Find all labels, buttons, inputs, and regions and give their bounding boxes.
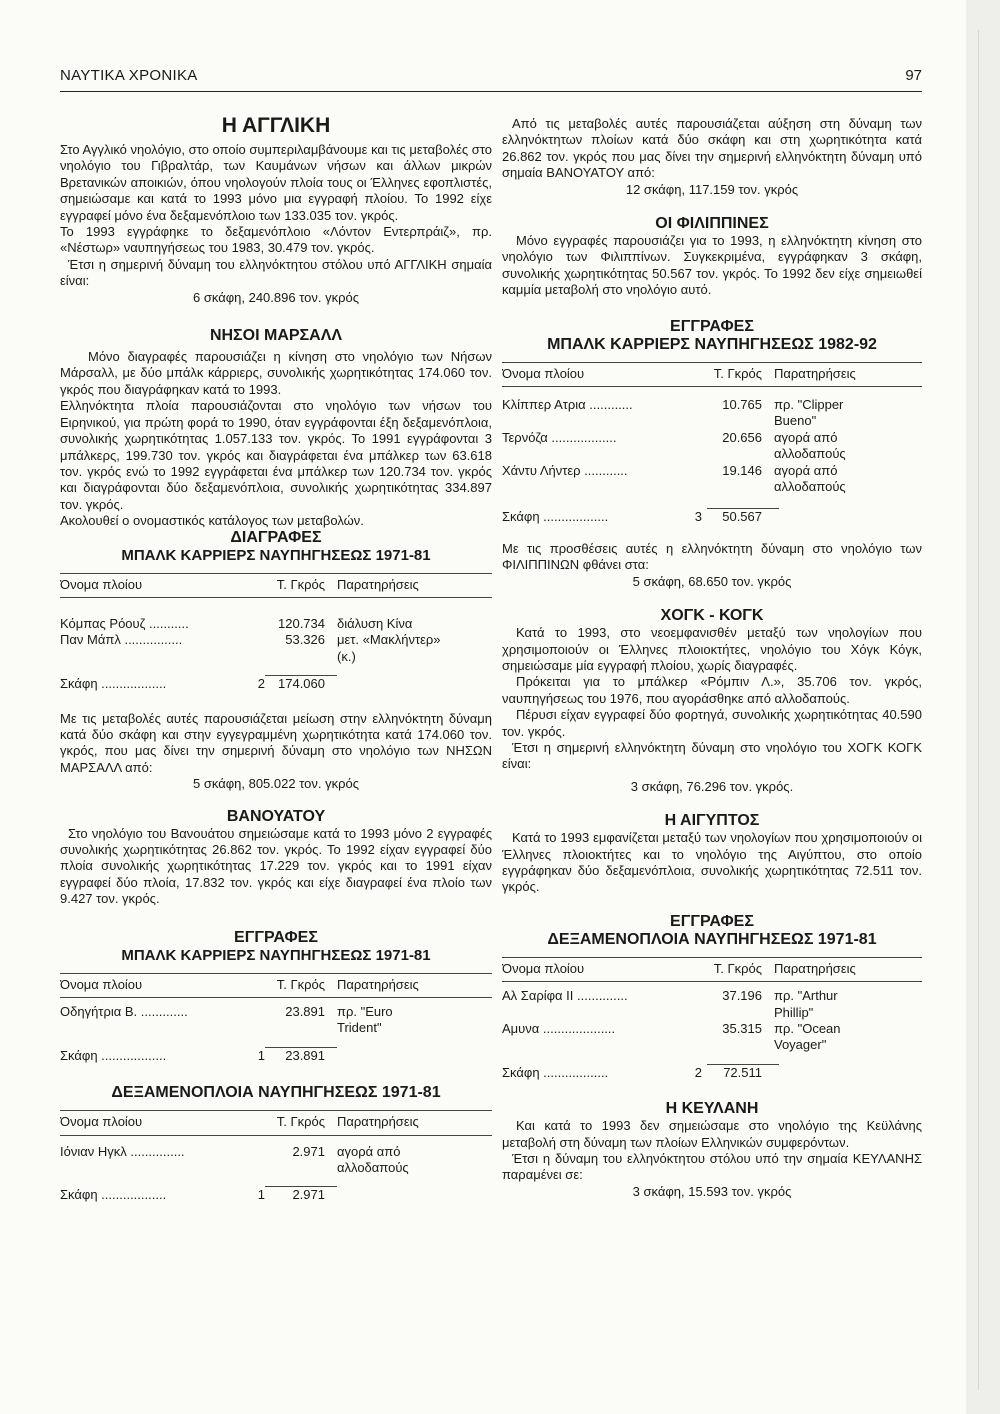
leader-dots: ........... [145, 615, 189, 631]
column-header-notes: Παρατηρήσεις [337, 976, 419, 992]
paragraph: Κατά το 1993 εμφανίζεται μεταξύ των νηολογίων που χρησιμοποιούν οι Έλληνες πλοιοκτήτες και το νηολόγιο της Αιγύπτου, στο οποίο εγγράφηκαν δύο δεξαμενόπλοια, συνολικής χωρητικότητας 72.511 τον. γκρός. [502, 830, 922, 895]
right-column [502, 100, 922, 1200]
paragraph: Μόνο διαγραφές παρουσιάζει η κίνηση στο νηολόγιο των Νήσων Μάρσαλλ, με δύο μπάλκ κάρριερς, συνολικής χωρητικότητας 174.060 τον. γκρός που διαγράφηκαν κατά το 1993. [60, 349, 492, 397]
table-row [502, 397, 922, 430]
column-header-tons: Τ. Γκρός [276, 976, 325, 992]
section-title-philippines: ΟΙ ΦΙΛΙΠΠΙΝΕΣ [655, 215, 769, 233]
total-count: 1 [257, 1187, 265, 1203]
fleet-summary: 5 σκάφη, 68.650 τον. γκρός [632, 573, 792, 589]
column-header-notes: Παρατηρήσεις [337, 576, 419, 592]
column-header-name: Όνομα πλοίου [502, 365, 585, 381]
paragraph: Κατά το 1993, στο νεοεμφανισθέν μεταξύ των νηολογίων που χρησιμοποιούν οι Έλληνες πλοιοκτήτες, νηολόγιο του Χόγκ Κόγκ, σημειώσαμε μία εγγραφή πλοίου, χωρίς διαγραφές. [502, 625, 922, 673]
egypt-table [502, 957, 922, 1081]
paragraph: Έτσι η δύναμη του ελληνόκτητου στόλου υπό την σημαία ΚΕΥΛΑΝΗΣ παραμένει σε: [502, 1151, 922, 1183]
leader-dots: .................... [539, 1021, 616, 1037]
paragraph: Ακολουθεί ο ονομαστικός κατάλογος των μεταβολών. [60, 513, 364, 529]
page-number: 97 [905, 67, 922, 84]
column-header-tons: Τ. Γκρός [713, 365, 762, 381]
fleet-summary: 3 σκάφη, 15.593 τον. γκρός [632, 1183, 792, 1199]
ship-tons: 20.656 [722, 429, 762, 445]
table-row [60, 1004, 492, 1037]
table-title: ΕΓΓΡΑΦΕΣ [670, 317, 754, 335]
table-row [502, 430, 922, 463]
left-column [60, 100, 492, 1204]
leader-dots: .............. [573, 988, 628, 1004]
ship-notes: Trident" [337, 1020, 382, 1036]
ship-name: Παν Μάπλ [60, 632, 121, 648]
column-header-name: Όνομα πλοίου [60, 576, 143, 592]
column-header-notes: Παρατηρήσεις [774, 365, 856, 381]
column-header-name: Όνομα πλοίου [60, 976, 143, 992]
table-row [60, 616, 492, 632]
table-row [60, 1144, 492, 1177]
ship-name: Αμυνα [502, 1021, 540, 1037]
column-header-notes: Παρατηρήσεις [337, 1114, 419, 1130]
ship-notes: αλλοδαπούς [774, 446, 846, 462]
ship-name: Κλίππερ Ατρια [502, 397, 586, 413]
total-label: Σκάφη [502, 508, 540, 524]
table-row [502, 463, 922, 496]
ship-notes: διάλυση Κίνα [337, 615, 413, 631]
ship-name: Τερνόζα [502, 429, 548, 445]
leader-dots: ................ [120, 632, 183, 648]
leader-dots: ............ [580, 462, 628, 478]
ship-name: Αλ Σαρίφα ΙΙ [502, 988, 574, 1004]
publication-title: ΝΑΥΤΙΚΑ ΧΡΟΝΙΚΑ [60, 67, 198, 84]
table-title: ΕΓΓΡΑΦΕΣ [234, 928, 318, 946]
paragraph: Από τις μεταβολές αυτές παρουσιάζεται αύξηση στη δύναμη των ελληνόκτητων πλοίων κατά δύο σκάφη και στη χωρητικότητα κατά 26.862 τον. γκρός που μας δίνει την σημερινή ελληνόκτητη δύναμη υπό σημαία ΒΑΝΟΥΑΤΟΥ από: [502, 116, 922, 181]
table-header [60, 1111, 492, 1134]
section-title-ceylon: Η ΚΕΥΛΑΝΗ [665, 1100, 759, 1118]
ship-tons: 19.146 [722, 462, 762, 478]
ship-notes: Phillip" [774, 1004, 814, 1020]
paragraph: Στο Αγγλικό νηολόγιο, στο οποίο συμπεριλαμβάνουμε και τις μεταβολές στο νηολόγιο του Γιβραλτάρ, των Καυμάνων νήσων και άλλων μικρών Βρετανικών αποικιών, όπου νηολογούν πλοία τους οι Έλληνες εφοπλιστές, σημειώσαμε και κατά το 1993 μόνο μια εγγραφή πλοίου. Το 1992 είχε εγγραφεί μόνο ένα δεξαμενόπλοιο των 133.035 τον. γκρός. [60, 142, 492, 223]
table-subtitle: ΜΠΑΛΚ ΚΑΡΡΙΕΡΣ ΝΑΥΠΗΓΗΣΕΩΣ 1982-92 [547, 335, 877, 353]
ship-notes: αγορά από [337, 1143, 401, 1159]
paragraph: Με τις μεταβολές αυτές παρουσιάζεται μείωση στην ελληνόκτητη δύναμη κατά δύο σκάφη και στην εγγεγραμμένη χωρητικότητα κατά 174.060 τον. γκρός, που μας δίνει την σημερινή δύναμη στο νηολόγιο των ΝΗΣΩΝ ΜΑΡΣΑΛΛ από: [60, 710, 492, 775]
ship-notes: πρ. "Ocean [774, 1021, 841, 1037]
table-total [60, 1048, 492, 1064]
section-title-hongkong: ΧΟΓΚ - ΚΟΓΚ [660, 607, 764, 625]
leader-dots: .................. [547, 429, 617, 445]
table-title: ΔΙΑΓΡΑΦΕΣ [230, 528, 322, 546]
header-rule [60, 91, 922, 92]
table-title: ΔΕΞΑΜΕΝΟΠΛΟΙΑ ΝΑΥΠΗΓΗΣΕΩΣ 1971-81 [111, 1084, 441, 1102]
leader-dots: .................. [539, 1064, 609, 1080]
table-header [60, 974, 492, 997]
table-header [502, 363, 922, 386]
total-tons: 72.511 [723, 1064, 762, 1080]
ship-notes: μετ. «Μακλήντερ» [337, 632, 441, 648]
ship-notes: (κ.) [337, 648, 356, 664]
tankers-table [60, 1110, 492, 1204]
table-rule [60, 1135, 492, 1136]
removals-table [60, 573, 492, 693]
paragraph: Το 1993 εγγράφηκε το δεξαμενόπλοιο «Λόντον Εντερπράιζ», πρ. «Νέστωρ» ναυπηγήσεως του 1983, 30.479 τον. γκρός. [60, 224, 492, 256]
total-label: Σκάφη [60, 676, 98, 692]
column-header-tons: Τ. Γκρός [713, 960, 762, 976]
leader-dots: .................. [539, 508, 609, 524]
ship-name: Οδηγήτρια Β. [60, 1004, 138, 1020]
table-subtitle: ΜΠΑΛΚ ΚΑΡΡΙΕΡΣ ΝΑΥΠΗΓΗΣΕΩΣ 1971-81 [121, 546, 431, 564]
ship-tons: 2.971 [292, 1143, 325, 1159]
column-header-name: Όνομα πλοίου [502, 960, 585, 976]
ship-name: Χάντυ Λήντερ [502, 462, 581, 478]
philippines-table [502, 362, 922, 525]
total-count: 2 [694, 1064, 702, 1080]
paragraph: Μόνο εγγραφές παρουσιάζει για το 1993, η ελληνόκτητη κίνηση στο νηολόγιο των Φιλιππίνων. Συγκεκριμένα, εγγράφηκαν 3 σκάφη, συνολικής χωρητικότητας 50.567 τον. γκρός. Το 1992 δεν είχε σημειωθεί καμμία μεταβολή στο νηολόγιο αυτό. [502, 233, 922, 298]
paragraph: Πέρυσι είχαν εγγραφεί δύο φορτηγά, συνολικής χωρητικότητας 40.590 τον. γκρός. [502, 707, 922, 739]
fleet-summary: 3 σκάφη, 76.296 τον. γκρός. [630, 778, 794, 794]
table-header [502, 958, 922, 981]
section-title-vanuatu: ΒΑΝΟΥΑΤΟΥ [226, 807, 326, 825]
table-total [60, 676, 492, 692]
section-title-anglia: Η ΑΓΓΛΙΚΗ [221, 114, 331, 137]
total-label: Σκάφη [60, 1187, 98, 1203]
total-tons: 174.060 [278, 676, 325, 692]
paragraph: Πρόκειται για το μπάλκερ «Ρόμπιν Λ.», 35.706 τον. γκρός, ναυπηγήσεως του 1976, που αγοράσθηκε από αλλοδαπούς. [502, 674, 922, 706]
paragraph: Με τις προσθέσεις αυτές η ελληνόκτητη δύναμη στο νηολόγιο των ΦΙΛΙΠΠΙΝΩΝ φθάνει στα: [502, 540, 922, 573]
ship-notes: Bueno" [774, 413, 817, 429]
ship-tons: 35.315 [722, 1021, 762, 1037]
leader-dots: ............ [585, 397, 633, 413]
total-label: Σκάφη [502, 1064, 540, 1080]
fleet-summary: 12 σκάφη, 117.159 τον. γκρός [625, 181, 799, 197]
table-rule [60, 997, 492, 998]
total-count: 1 [257, 1047, 265, 1063]
table-total [502, 1065, 922, 1081]
paragraph: Έτσι η σημερινή δύναμη του ελληνόκτητου στόλου υπό ΑΓΓΛΙΚΗ σημαία είναι: [60, 256, 492, 289]
ship-tons: 120.734 [278, 615, 325, 631]
table-rule [60, 597, 492, 598]
ship-tons: 10.765 [722, 397, 762, 413]
total-tons: 2.971 [292, 1187, 325, 1203]
ship-notes: αγορά από [774, 462, 838, 478]
leader-dots: .................. [97, 676, 167, 692]
total-label: Σκάφη [60, 1047, 98, 1063]
paragraph: Ελληνόκτητα πλοία παρουσιάζονται στο νηολόγιο των νήσων του Ειρηνικού, για πρώτη φορά το 1990, όταν εγγράφονται έξη δεξαμενόπλοια, συνολικής χωρητικότητας 1.057.133 τον. γκρός. Το 1991 εγγράφονται 3 μπάλκερς, 199.730 τον. γκρός και διαγράφεται ένα μπάλκερ των 63.618 τον. γκρός ενώ το 1992 εγγράφεται ένα μπάλκερ των 120.734 τον. γκρός και διαγράφονται δύο δεξαμενόπλοια, συνολικής χωρητικότητας 334.897 τον. γκρός. [60, 398, 492, 512]
column-header-tons: Τ. Γκρός [276, 576, 325, 592]
scan-edge-line [978, 30, 979, 1390]
table-row [60, 632, 492, 665]
table-rule [502, 981, 922, 982]
leader-dots: ............... [126, 1143, 185, 1159]
total-count: 2 [257, 676, 265, 692]
table-subtitle: ΔΕΞΑΜΕΝΟΠΛΟΙΑ ΝΑΥΠΗΓΗΣΕΩΣ 1971-81 [547, 930, 877, 948]
paragraph: Στο νηολόγιο του Βανουάτου σημειώσαμε κατά το 1993 μόνο 2 εγγραφές συνολικής χωρητικότητας 26.862 τον. γκρός. Το 1992 είχαν εγγραφεί δύο πλοία συνολικής χωρητικότητας 17.229 τον. γκρός και το 1991 είχαν εγγραφεί δύο πλοία, 17.832 τον. γκρός και είχε διαγραφεί ένα πλοίο των 9.427 τον. γκρός. [60, 825, 492, 907]
ship-notes: πρ. "Euro [337, 1004, 393, 1020]
total-tons: 50.567 [722, 508, 762, 524]
page-header [60, 68, 922, 88]
section-title-egypt: Η ΑΙΓΥΠΤΟΣ [664, 812, 760, 830]
ship-notes: αγορά από [774, 429, 838, 445]
paragraph: Και κατά το 1993 δεν σημειώσαμε στο νηολόγιο της Κεϋλάνης μεταβολή στη δύναμη των πλοίων Ελληνικών συμφερόντων. [502, 1118, 922, 1150]
ship-tons: 53.326 [285, 632, 325, 648]
ship-notes: αλλοδαπούς [337, 1160, 409, 1176]
ship-notes: πρ. "Clipper [774, 397, 844, 413]
table-total [60, 1187, 492, 1203]
total-count: 3 [694, 508, 702, 524]
ship-name: Κόμπας Ρόουζ [60, 615, 146, 631]
table-rule [502, 386, 922, 387]
scan-edge [966, 0, 1000, 1414]
ship-notes: Voyager" [774, 1037, 827, 1053]
ship-tons: 23.891 [285, 1004, 325, 1020]
table-row [502, 1021, 922, 1054]
ship-name: Ιόνιαν Ηγκλ [60, 1143, 127, 1159]
paragraph: Έτσι η σημερινή ελληνόκτητη δύναμη στο νηολόγιο του ΧΟΓΚ ΚΟΓΚ είναι: [502, 739, 922, 772]
column-header-notes: Παρατηρήσεις [774, 960, 856, 976]
fleet-summary: 5 σκάφη, 805.022 τον. γκρός [192, 776, 359, 792]
fleet-summary: 6 σκάφη, 240.896 τον. γκρός [192, 289, 359, 305]
ship-notes: πρ. "Arthur [774, 988, 838, 1004]
leader-dots: .................. [97, 1047, 167, 1063]
table-subtitle: ΜΠΑΛΚ ΚΑΡΡΙΕΡΣ ΝΑΥΠΗΓΗΣΕΩΣ 1971-81 [121, 946, 431, 964]
total-tons: 23.891 [285, 1047, 325, 1063]
section-title-marshall: ΝΗΣΟΙ ΜΑΡΣΑΛΛ [209, 327, 343, 345]
leader-dots: ............. [137, 1004, 188, 1020]
table-total [502, 509, 922, 525]
leader-dots: .................. [97, 1187, 167, 1203]
table-row [502, 988, 922, 1021]
table-title: ΕΓΓΡΑΦΕΣ [670, 912, 754, 930]
table-header [60, 574, 492, 597]
ship-tons: 37.196 [722, 988, 762, 1004]
ship-notes: αλλοδαπούς [774, 479, 846, 495]
registrations-table [60, 973, 492, 1065]
column-header-tons: Τ. Γκρός [276, 1114, 325, 1130]
column-header-name: Όνομα πλοίου [60, 1114, 143, 1130]
